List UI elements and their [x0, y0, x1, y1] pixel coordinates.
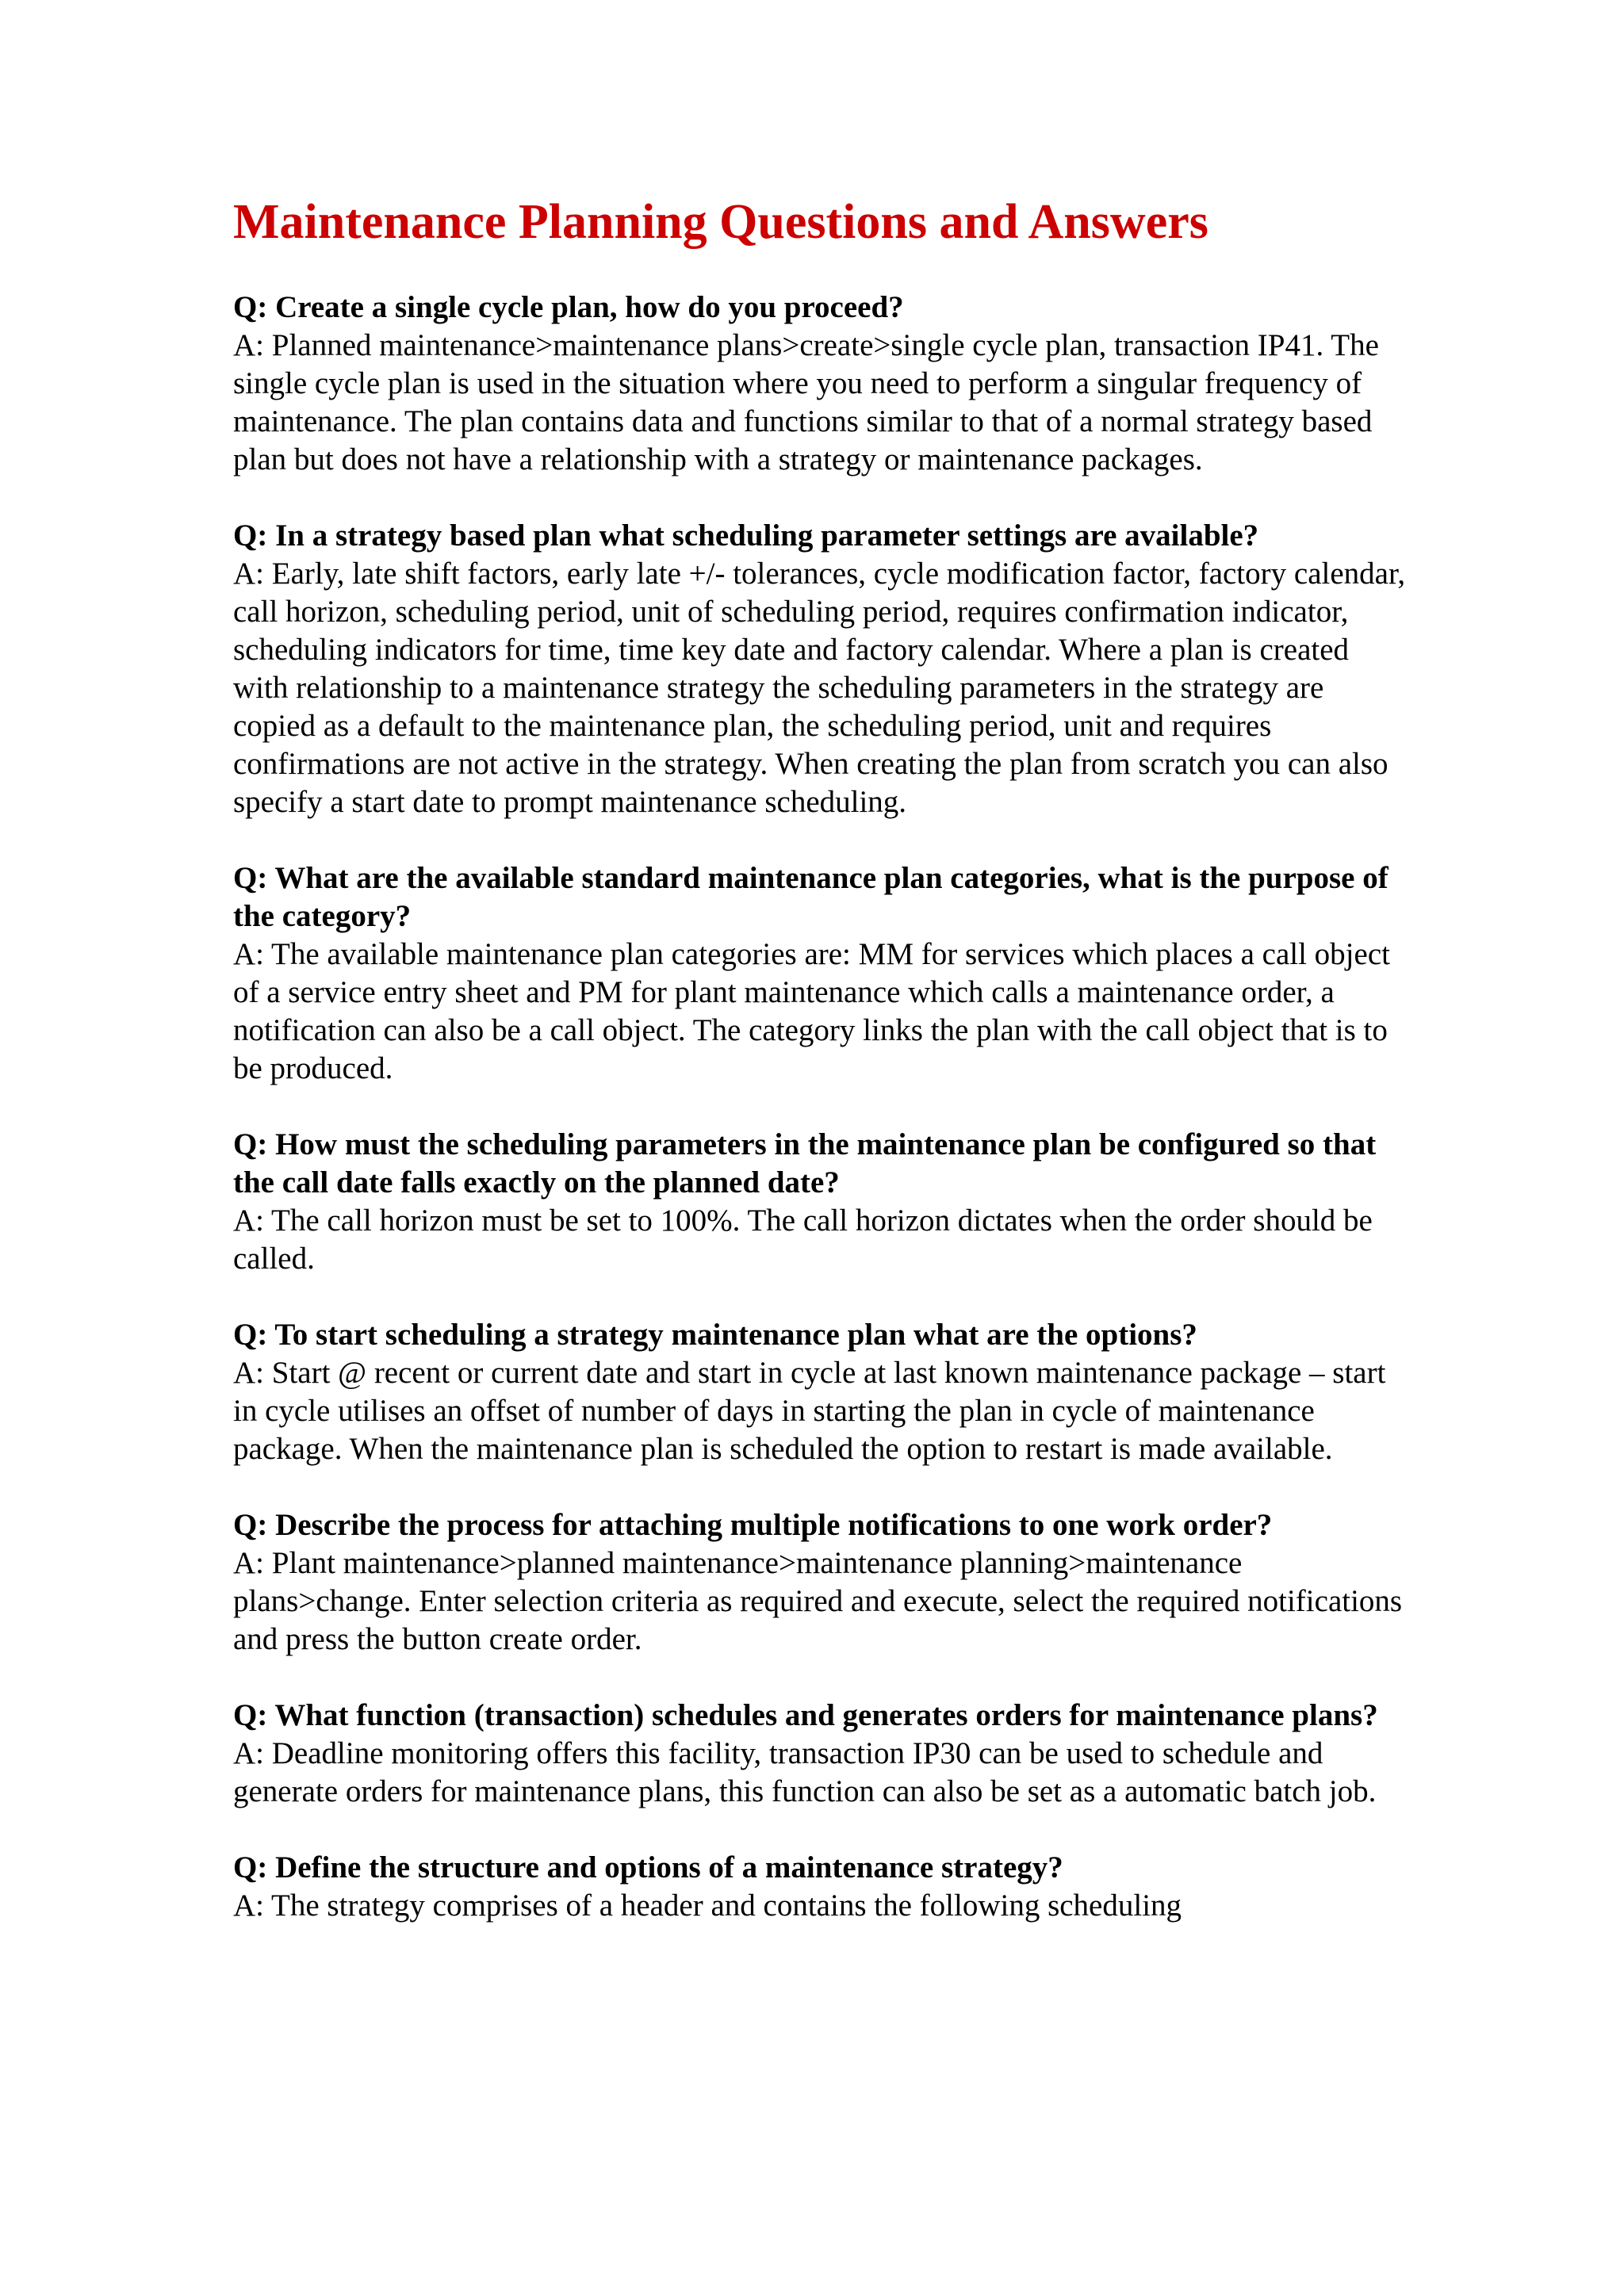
question-text: Q: Define the structure and options of a maintenance strategy?: [233, 1850, 1063, 1885]
answer-text: A: Early, late shift factors, early late +/- tolerances, cycle modification factor, factory calendar, call horizon, scheduling period, unit of scheduling period, requires confirmation indicator, scheduling indicators for time, time key date and factory calendar. Where a plan is created with relationship to a maintenance strategy the scheduling parameters in the strategy are copied as a default to the maintenance plan, the scheduling period, unit and requires confirmations are not active in the strategy. When creating the plan from scratch you can also specify a start date to prompt maintenance scheduling.: [233, 557, 1406, 819]
qa-item: [233, 1697, 1407, 1811]
qa-list: [233, 289, 1407, 1925]
document-title: Maintenance Planning Questions and Answers: [233, 195, 1208, 249]
question-text: Q: Create a single cycle plan, how do you proceed?: [233, 290, 904, 324]
document-page: [233, 190, 1407, 1963]
qa-item: [233, 1506, 1407, 1659]
qa-item: [233, 859, 1407, 1088]
question-text: Q: What function (transaction) schedules and generates orders for maintenance plans?: [233, 1698, 1378, 1732]
answer-text: A: Start @ recent or current date and start in cycle at last known maintenance package – start in cycle utilises an offset of number of days in starting the plan in cycle of maintenance package. When the maintenance plan is scheduled the option to restart is made available.: [233, 1356, 1386, 1466]
qa-item: [233, 1126, 1407, 1278]
qa-item: [233, 517, 1407, 821]
answer-text: A: The strategy comprises of a header and contains the following scheduling: [233, 1888, 1182, 1923]
answer-text: A: Planned maintenance>maintenance plans>create>single cycle plan, transaction IP41. The single cycle plan is used in the situation where you need to perform a singular frequency of maintenance. The plan contains data and functions similar to that of a normal strategy based plan but does not have a relationship with a strategy or maintenance packages.: [233, 328, 1379, 476]
answer-text: A: The available maintenance plan categories are: MM for services which places a call object of a service entry sheet and PM for plant maintenance which calls a maintenance order, a notification can also be a call object. The category links the plan with the call object that is to be produced.: [233, 937, 1390, 1085]
question-text: Q: In a strategy based plan what scheduling parameter settings are available?: [233, 519, 1259, 553]
question-text: Q: To start scheduling a strategy maintenance plan what are the options?: [233, 1318, 1197, 1352]
qa-item: [233, 1316, 1407, 1468]
question-text: Q: What are the available standard maintenance plan categories, what is the purpose of the category?: [233, 861, 1388, 933]
answer-text: A: Deadline monitoring offers this facility, transaction IP30 can be used to schedule and generate orders for maintenance plans, this function can also be set as a automatic batch job.: [233, 1736, 1377, 1808]
question-text: Q: Describe the process for attaching multiple notifications to one work order?: [233, 1508, 1273, 1542]
qa-item: [233, 289, 1407, 479]
answer-text: A: The call horizon must be set to 100%. The call horizon dictates when the order should be called.: [233, 1203, 1373, 1276]
question-text: Q: How must the scheduling parameters in the maintenance plan be configured so that the call date falls exactly on the planned date?: [233, 1127, 1377, 1200]
answer-text: A: Plant maintenance>planned maintenance>maintenance planning>maintenance plans>change. Enter selection criteria as required and execute, select the required notifications and press the button create order.: [233, 1546, 1403, 1656]
qa-item: [233, 1849, 1407, 1925]
